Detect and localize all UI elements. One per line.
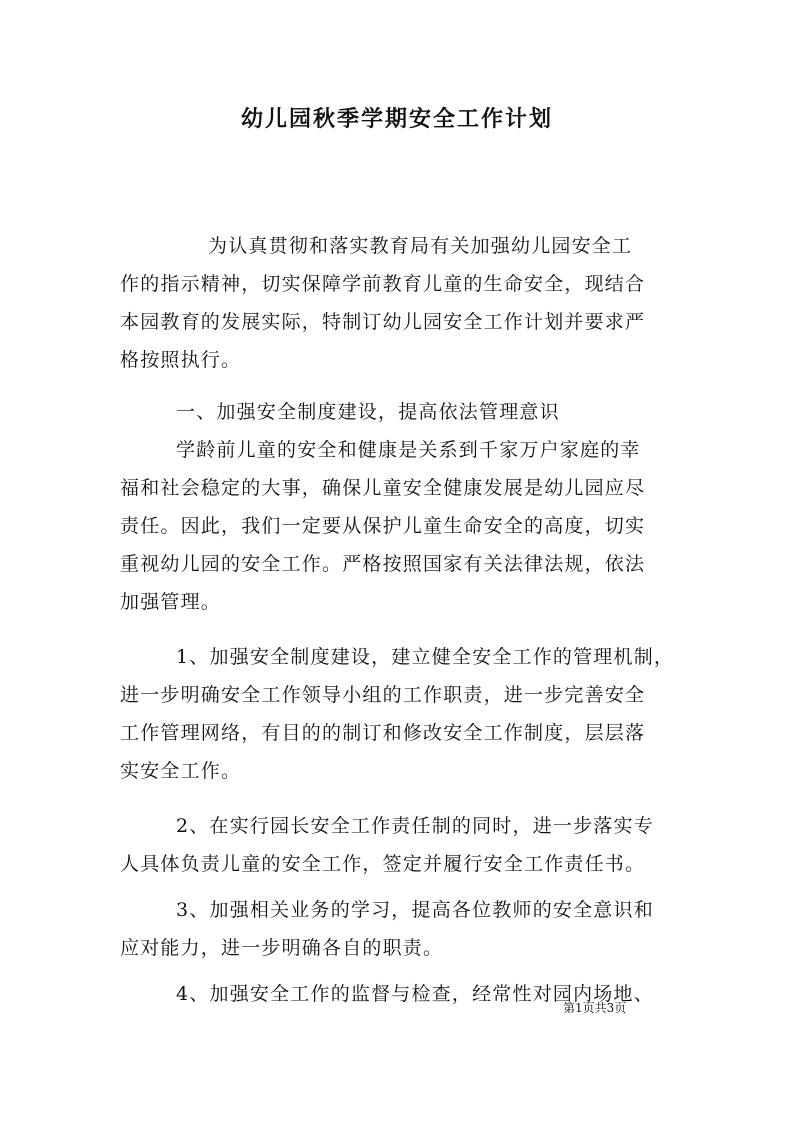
paragraph-line: 学龄前儿童的安全和健康是关系到千家万户家庭的幸 xyxy=(176,439,641,461)
paragraph-line: 进一步明确安全工作领导小组的工作职责，进一步完善安全 xyxy=(120,684,646,706)
paragraph-line: 加强管理。 xyxy=(120,591,222,613)
page-number: 第1页共3页 xyxy=(563,1001,627,1015)
paragraph-line: 1、加强安全制度建设，建立健全安全工作的管理机制， xyxy=(176,646,675,668)
paragraph-line: 福和社会稳定的大事，确保儿童安全健康发展是幼儿园应尽 xyxy=(120,477,646,499)
paragraph-line: 作的指示精神，切实保障学前教育儿童的生命安全，现结合 xyxy=(120,273,646,295)
paragraph-line: 格按照执行。 xyxy=(120,349,242,371)
paragraph-line: 本园教育的发展实际，特制订幼儿园安全工作计划并要求严 xyxy=(120,311,646,333)
section-heading: 一、加强安全制度建设，提高依法管理意识 xyxy=(176,401,560,423)
paragraph-line: 责任。因此，我们一定要从保护儿童生命安全的高度，切实 xyxy=(120,515,646,537)
paragraph-line: 2、在实行园长安全工作责任制的同时，进一步落实专 xyxy=(176,815,654,837)
paragraph-line: 3、加强相关业务的学习，提高各位教师的安全意识和 xyxy=(176,899,654,921)
paragraph-line: 应对能力，进一步明确各自的职责。 xyxy=(120,937,444,959)
document-title: 幼儿园秋季学期安全工作计划 xyxy=(240,106,553,132)
paragraph-line: 人具体负责儿童的安全工作，签定并履行安全工作责任书。 xyxy=(120,853,646,875)
paragraph-line: 实安全工作。 xyxy=(120,760,242,782)
paragraph-line: 工作管理网络，有目的的制订和修改安全工作制度，层层落 xyxy=(120,722,646,744)
paragraph-line: 为认真贯彻和落实教育局有关加强幼儿园安全工 xyxy=(208,235,633,257)
paragraph-line: 重视幼儿园的安全工作。严格按照国家有关法律法规，依法 xyxy=(120,553,646,575)
paragraph-line: 4、加强安全工作的监督与检查，经常性对园内场地、 xyxy=(176,983,654,1005)
